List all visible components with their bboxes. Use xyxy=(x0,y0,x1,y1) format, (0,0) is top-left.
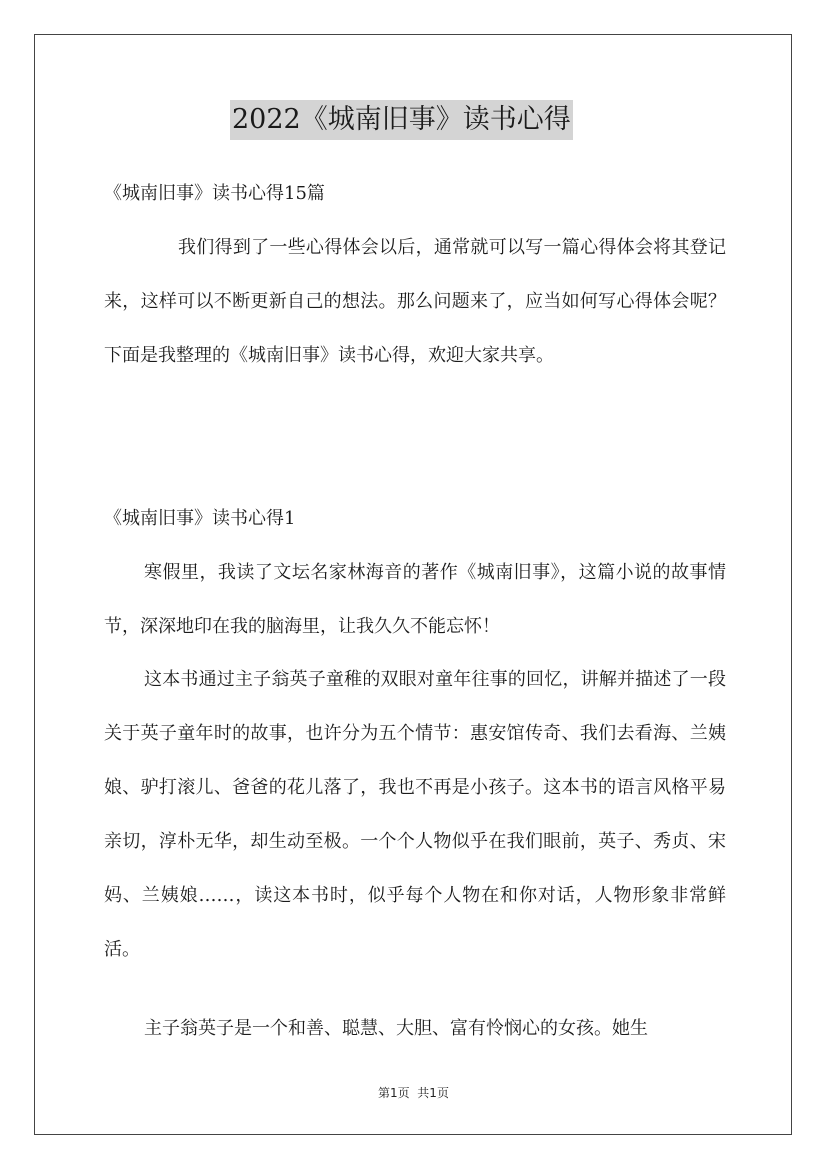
document-title: 2022《城南旧事》读书心得 xyxy=(230,100,573,140)
body-paragraph: 寒假里，我读了文坛名家林海音的著作《城南旧事》，这篇小说的故事情节，深深地印在我的脑海里，让我久久不能忘怀！ xyxy=(104,562,726,637)
document-subtitle: 《城南旧事》读书心得15篇 xyxy=(104,183,325,204)
page-footer xyxy=(0,1084,827,1101)
page-number-label: 第1页 共1页 xyxy=(378,1086,449,1100)
section-heading: 《城南旧事》读书心得1 xyxy=(104,508,296,529)
intro-paragraph: 我们得到了一些心得体会以后，通常就可以写一篇心得体会将其登记来，这样可以不断更新自己的想法。那么问题来了，应当如何写心得体会呢？下面是我整理的《城南旧事》读书心得，欢迎大家共享。 xyxy=(104,237,726,366)
body-paragraph: 这本书通过主子翁英子童稚的双眼对童年往事的回忆，讲解并描述了一段关于英子童年时的故事，也许分为五个情节：惠安馆传奇、我们去看海、兰姨娘、驴打滚儿、爸爸的花儿落了，我也不再是小孩子。这本书的语言风格平易亲切，淳朴无华，却生动至极。一个个人物似乎在我们眼前，英子、秀贞、宋妈、兰姨娘……，读这本书时，似乎每个人物在和你对话，人物形象非常鲜活。 xyxy=(104,669,726,960)
body-paragraph: 主子翁英子是一个和善、聪慧、大胆、富有怜悯心的女孩。她生 xyxy=(144,1018,648,1039)
